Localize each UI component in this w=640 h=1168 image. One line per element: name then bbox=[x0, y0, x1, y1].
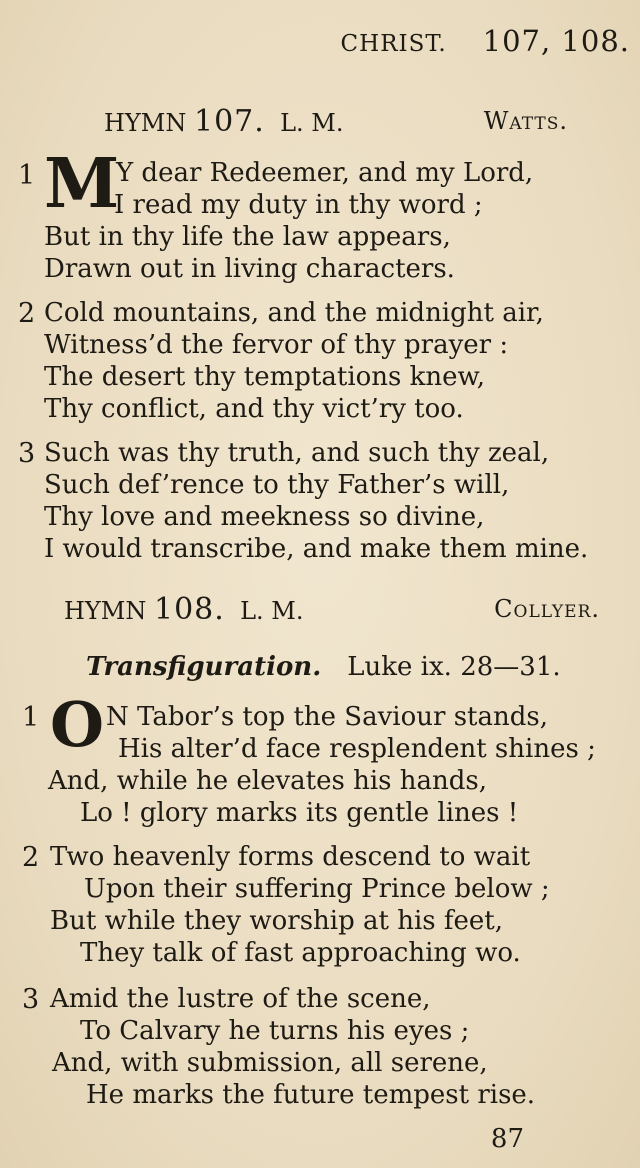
verse-line: They talk of fast approaching wo. bbox=[80, 938, 521, 968]
hymn-subject: Transfiguration. bbox=[86, 652, 322, 682]
verse-line: And, with submission, all serene, bbox=[52, 1048, 488, 1078]
hymn-108-header bbox=[64, 592, 600, 627]
stanza-number: 2 bbox=[22, 842, 40, 873]
verse-line: But while they worship at his feet, bbox=[50, 906, 504, 936]
verse-line: The desert thy temptations knew, bbox=[44, 362, 485, 392]
verse-line: Cold mountains, and the midnight air, bbox=[44, 298, 544, 328]
stanza-number: 3 bbox=[22, 984, 40, 1015]
verse-line: Drawn out in living characters. bbox=[44, 254, 455, 284]
verse-line: I read my duty in thy word ; bbox=[114, 190, 483, 220]
hymn-number: 107. bbox=[194, 104, 265, 139]
page-number: 87 bbox=[490, 1124, 524, 1154]
hymn-author: Watts. bbox=[483, 107, 568, 135]
verse-line: Such was thy truth, and such thy zeal, bbox=[44, 438, 550, 468]
verse-line: His alter’d face resplendent shines ; bbox=[118, 734, 596, 764]
verse-line: Thy conflict, and thy vict’ry too. bbox=[44, 394, 464, 424]
verse-line: Amid the lustre of the scene, bbox=[50, 984, 431, 1014]
verse-line: But in thy life the law appears, bbox=[44, 222, 451, 252]
hymn-meter: L. M. bbox=[240, 597, 304, 625]
running-head-section: CHRIST. bbox=[340, 31, 447, 57]
verse-line: Y dear Redeemer, and my Lord, bbox=[116, 158, 534, 188]
stanza-number: 3 bbox=[18, 438, 36, 469]
verse-line: He marks the future tempest rise. bbox=[86, 1080, 536, 1110]
verse-line: Thy love and meekness so divine, bbox=[44, 502, 485, 532]
scripture-reference: Luke ix. 28—31. bbox=[347, 652, 561, 682]
hymn-label: HYMN bbox=[64, 597, 147, 625]
drop-cap: O bbox=[50, 688, 105, 761]
stanza-number: 1 bbox=[22, 702, 40, 733]
verse-line: To Calvary he turns his eyes ; bbox=[80, 1016, 470, 1046]
hymn-number: 108. bbox=[154, 592, 225, 627]
hymn-meter: L. M. bbox=[280, 109, 344, 137]
running-head-pages: 107, 108. bbox=[482, 24, 630, 58]
stanza-number: 2 bbox=[18, 298, 36, 329]
stanza-number: 1 bbox=[18, 160, 36, 191]
verse-line: And, while he elevates his hands, bbox=[48, 766, 488, 796]
verse-line: Witness’d the fervor of thy prayer : bbox=[44, 330, 509, 360]
verse-line: N Tabor’s top the Saviour stands, bbox=[106, 702, 548, 732]
verse-line: Two heavenly forms descend to wait bbox=[50, 842, 531, 872]
hymn-label: HYMN bbox=[104, 109, 187, 137]
hymn-107-header bbox=[104, 104, 568, 139]
hymn-author: Collyer. bbox=[494, 595, 600, 623]
verse-line: I would transcribe, and make them mine. bbox=[44, 534, 589, 564]
verse-line: Lo ! glory marks its gentle lines ! bbox=[80, 798, 519, 828]
hymn-108-subtitle bbox=[86, 652, 561, 682]
verse-line: Upon their suffering Prince below ; bbox=[84, 874, 550, 904]
running-head bbox=[0, 24, 630, 58]
verse-line: Such def’rence to thy Father’s will, bbox=[44, 470, 510, 500]
drop-cap: M bbox=[44, 144, 120, 224]
